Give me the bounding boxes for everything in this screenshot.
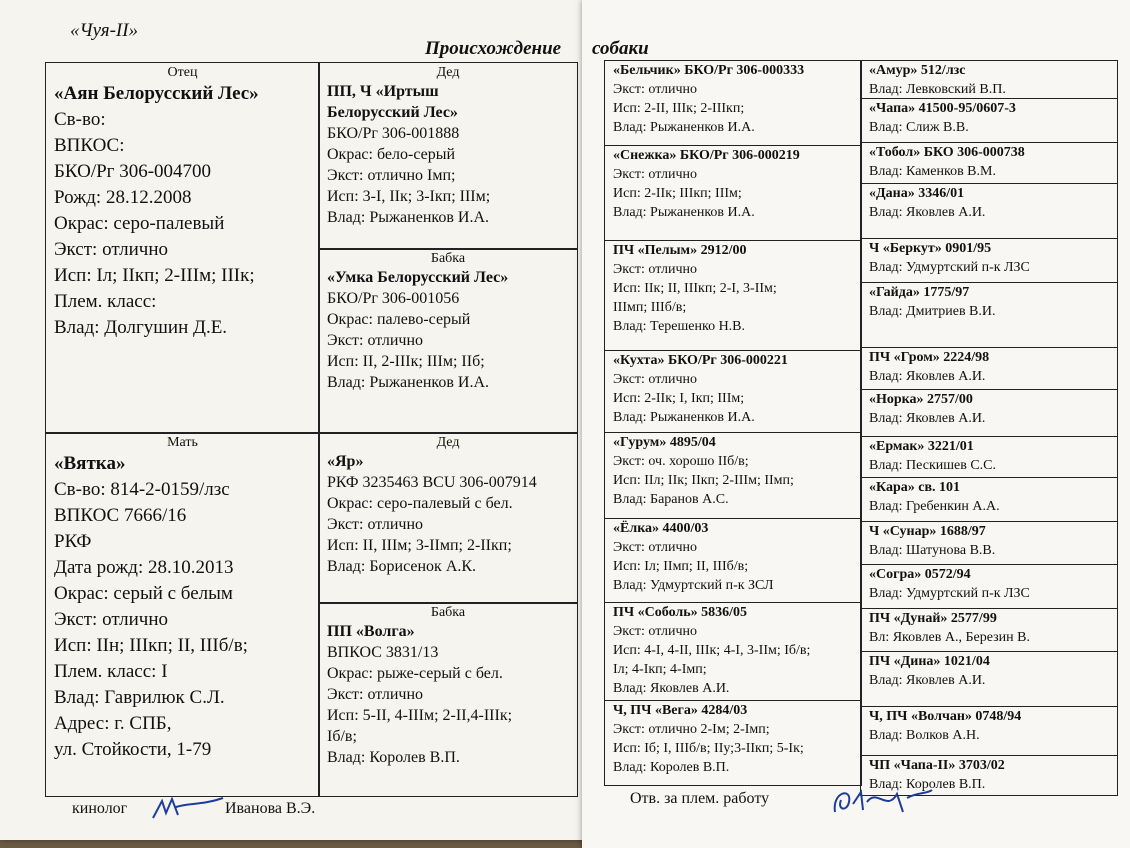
great-great-grandparent-line: Влад: Яковлев А.И. [869,673,986,688]
mother-line: Окрас: серый с белым [54,583,233,604]
great-great-grandparent-cell [860,389,1118,437]
father-line: Окрас: серо-палевый [54,213,225,234]
great-great-grandparent-line: «Норка» 2757/00 [869,392,973,407]
great-grandparent-cell [604,432,862,519]
great-great-grandparent-line: Влад: Яковлев А.И. [869,369,986,384]
great-grandparent-line: Исп: IIл; IIк; IIкп; 2-IIIм; IIмп; [613,473,794,488]
cynologist-label: кинолог [72,800,128,817]
father-line: Исп: Iл; IIкп; 2-IIIм; IIIк; [54,265,255,286]
great-grandparent-line: Ч, ПЧ «Вега» 4284/03 [613,703,748,718]
mother-line: Экст: отлично [54,609,169,630]
great-great-grandparent-line: Влад: Волков А.Н. [869,728,980,743]
mf-line: Окрас: серо-палевый с бел. [327,495,513,512]
ff-line: ПП, Ч «Иртыш [327,83,439,100]
great-great-grandparent-cell [860,706,1118,756]
right-page [582,0,1130,848]
great-great-grandparent-cell [860,651,1118,707]
fm-line: «Умка Белорусский Лес» [327,269,509,286]
father-info [54,81,311,341]
great-great-grandparent-line: «Чапа» 41500-95/0607-3 [869,101,1016,116]
great-great-grandparent-cell [860,564,1118,609]
ff-line: Белорусский Лес» [327,104,458,121]
father-line: Плем. класс: [54,291,157,312]
great-grandparent-line: Влад: Рыжаненков И.А. [613,205,755,220]
paternal-grandmother-header: Бабка [430,251,466,266]
mother-line: Плем. класс: I [54,661,168,682]
ff-line: БКО/Рг 306-001888 [327,125,460,142]
father-line: Св-во: [54,109,106,130]
ff-line: Окрас: бело-серый [327,146,456,163]
mother-line: ВПКОС 7666/16 [54,505,187,526]
great-great-grandparent-line: Влад: Левковский В.П. [869,82,1006,97]
great-grandparent-line: Экст: отлично [613,372,698,387]
maternal-grandmother-cell [318,602,578,797]
great-great-grandparent-line: «Ермак» 3221/01 [869,439,974,454]
mother-line: «Вятка» [54,453,126,474]
fm-line: Исп: II, 2-IIIк; IIIм; IIб; [327,353,485,370]
great-grandparent-line: Исп: 2-II, IIIк; 2-IIIкп; [613,101,745,116]
great-great-grandparent-line: «Тобол» БКО 306-000738 [869,145,1025,160]
great-great-grandparent-cell [860,436,1118,478]
great-great-grandparent-line: Влад: Слиж В.В. [869,120,969,135]
great-grandparent-line: IIIмп; IIIб/в; [613,300,687,315]
mother-line: Адрес: г. СПБ, [54,713,172,734]
mm-line: ПП «Волга» [327,623,415,640]
great-grandparent-cell [604,518,862,603]
father-line: ВПКОС: [54,135,125,156]
father-line: «Аян Белорусский Лес» [54,83,259,104]
ff-line: Экст: отлично Iмп; [327,167,456,184]
fm-line: Экст: отлично [327,332,424,349]
great-great-grandparent-line: «Дана» 3346/01 [869,186,965,201]
mother-line: Дата рожд: 28.10.2013 [54,557,234,578]
mother-line: ул. Стойкости, 1-79 [54,739,212,760]
great-great-grandparent-cell [860,608,1118,652]
great-grandparent-line: Экст: отлично [613,262,698,277]
great-great-grandparent-line: Влад: Пескишев С.С. [869,458,997,473]
great-great-grandparent-cell [860,347,1118,390]
great-grandparent-line: Влад: Рыжаненков И.А. [613,120,755,135]
cynologist-signature [148,793,228,823]
mm-line: Влад: Королев В.П. [327,749,460,766]
great-great-grandparent-line: Ч «Беркут» 0901/95 [869,241,992,256]
mother-line: Влад: Гаврилюк С.Л. [54,687,225,708]
great-great-grandparent-line: Влад: Удмуртский п-к ЛЗС [869,586,1030,601]
document-title-continued: собаки [592,38,649,59]
father-line: Влад: Долгушин Д.Е. [54,317,228,338]
paternal-grandfather-header: Дед [436,65,460,80]
mf-line: «Яр» [327,453,364,470]
kennel-name: «Чуя-II» [70,20,139,41]
maternal-grandfather-header: Дед [436,435,460,450]
great-grandparent-cell [604,602,862,701]
great-grandparent-line: Исп: Iл; IIмп; II, IIIб/в; [613,559,749,574]
great-great-grandparent-cell [860,521,1118,565]
mf-line: РКФ 3235463 BCU 306-007914 [327,474,537,491]
great-great-grandparent-line: ПЧ «Дунай» 2577/99 [869,611,997,626]
great-great-grandparent-cell [860,282,1118,348]
maternal-grandfather-cell [318,432,578,604]
great-great-grandparent-cell [860,477,1118,522]
great-grandparent-line: Экст: отлично [613,624,698,639]
great-great-grandparent-line: «Амур» 512/лзс [869,63,966,78]
father-line: Рожд: 28.12.2008 [54,187,192,208]
great-grandparent-cell [604,60,862,146]
paternal-grandfather-info [327,81,569,228]
great-great-grandparent-line: ПЧ «Гром» 2224/98 [869,350,990,365]
great-grandparent-line: ПЧ «Соболь» 5836/05 [613,605,748,620]
breeding-responsible-label: Отв. за плем. работу [630,790,770,807]
mf-line: Влад: Борисенок А.К. [327,558,477,575]
ff-line: Влад: Рыжаненков И.А. [327,209,489,226]
maternal-grandmother-header: Бабка [430,605,466,620]
great-grandparent-line: Влад: Терешенко Н.В. [613,319,746,334]
mf-line: Экст: отлично [327,516,424,533]
mother-line: РКФ [54,531,92,552]
great-grandparent-line: Исп: Iб; I, IIIб/в; IIу;3-IIкп; 5-Iк; [613,741,804,756]
great-grandparent-line: Экст: отлично [613,540,698,555]
great-great-grandparent-line: Влад: Яковлев А.И. [869,205,986,220]
father-header: Отец [167,65,198,80]
great-grandparent-line: Экст: отлично [613,82,698,97]
fm-line: Окрас: палево-серый [327,311,471,328]
paternal-grandmother-info [327,267,569,393]
great-great-grandparent-line: Влад: Удмуртский п-к ЛЗС [869,260,1030,275]
mm-line: Исп: 5-II, 4-IIIм; 2-II,4-IIIк; [327,707,513,724]
mm-line: Экст: отлично [327,686,424,703]
great-grandparent-line: Исп: 4-I, 4-II, IIIк; 4-I, 3-IIм; Iб/в; [613,643,811,658]
ff-line: Исп: 3-I, IIк; 3-Iкп; IIIм; [327,188,491,205]
mother-line: Исп: IIн; IIIкп; II, IIIб/в; [54,635,248,656]
mm-line: ВПКОС 3831/13 [327,644,439,661]
great-great-grandparent-line: Вл: Яковлев А., Березин В. [869,630,1030,645]
great-great-grandparent-line: Влад: Дмитриев В.И. [869,304,996,319]
great-grandparent-line: Влад: Рыжаненков И.А. [613,410,755,425]
mother-cell [45,432,320,797]
great-grandparent-line: «Кухта» БКО/Рг 306-000221 [613,353,788,368]
great-great-grandparent-line: Влад: Гребенкин А.А. [869,499,1000,514]
great-great-grandparent-line: Влад: Королев В.П. [869,777,986,792]
maternal-grandfather-info [327,451,569,577]
mm-line: Окрас: рыже-серый с бел. [327,665,503,682]
great-great-grandparent-line: «Согра» 0572/94 [869,567,971,582]
great-great-grandparent-line: Влад: Яковлев А.И. [869,411,986,426]
great-grandparent-line: Исп: 2-IIк; IIIкп; IIIм; [613,186,742,201]
great-great-grandparent-line: Ч «Сунар» 1688/97 [869,524,986,539]
great-grandparent-line: ПЧ «Пелым» 2912/00 [613,243,747,258]
great-great-grandparent-cell [860,183,1118,239]
great-grandparent-line: Экст: отлично 2-Iм; 2-Iмп; [613,722,770,737]
great-grandparent-line: Экст: отлично [613,167,698,182]
document-title: Происхождение [425,38,562,59]
paternal-grandfather-cell [318,62,578,250]
great-great-grandparent-cell [860,238,1118,283]
father-line: Экст: отлично [54,239,169,260]
great-grandparent-cell [604,350,862,433]
great-grandparent-line: Исп: IIк; II, IIIкп; 2-I, 3-IIм; [613,281,777,296]
great-great-grandparent-line: «Гайда» 1775/97 [869,285,970,300]
great-great-grandparent-cell [860,98,1118,143]
mother-line: Св-во: 814-2-0159/лзс [54,479,230,500]
great-grandparent-cell [604,700,862,786]
great-great-grandparent-line: ПЧ «Дина» 1021/04 [869,654,990,669]
great-great-grandparent-line: ЧП «Чапа-II» 3703/02 [869,758,1005,773]
great-grandparent-line: Экст: оч. хорошо IIб/в; [613,454,749,469]
great-grandparent-line: Влад: Яковлев А.И. [613,681,730,696]
great-grandparent-line: Влад: Баранов А.С. [613,492,729,507]
great-grandparent-cell [604,145,862,241]
great-grandparent-cell [604,240,862,351]
fm-line: БКО/Рг 306-001056 [327,290,460,307]
great-grandparent-line: «Бельчик» БКО/Рг 306-000333 [613,63,805,78]
great-grandparent-line: «Ёлка» 4400/03 [613,521,709,536]
great-great-grandparent-cell [860,60,1118,99]
great-grandparent-line: Влад: Удмуртский п-к ЗСЛ [613,578,774,593]
cynologist-name: Иванова В.Э. [225,800,316,817]
great-grandparent-line: Влад: Королев В.П. [613,760,730,775]
breeding-signature [827,782,937,822]
great-great-grandparent-line: «Кара» св. 101 [869,480,961,495]
mother-info [54,451,311,763]
father-cell [45,62,320,434]
great-great-grandparent-line: Ч, ПЧ «Волчан» 0748/94 [869,709,1022,724]
great-grandparent-line: «Гурум» 4895/04 [613,435,716,450]
great-great-grandparent-cell [860,142,1118,184]
great-great-grandparent-line: Влад: Шатунова В.В. [869,543,996,558]
mm-line: Iб/в; [327,728,357,745]
fm-line: Влад: Рыжаненков И.А. [327,374,489,391]
mf-line: Исп: II, IIIм; 3-IIмп; 2-IIкп; [327,537,512,554]
maternal-grandmother-info [327,621,569,768]
great-great-grandparent-line: Влад: Каменков В.М. [869,164,996,179]
paternal-grandmother-cell [318,248,578,434]
great-grandparent-line: Iл; 4-Iкп; 4-Iмп; [613,662,707,677]
mother-header: Мать [167,435,198,450]
great-grandparent-line: Исп: 2-IIк; I, Iкп; IIIм; [613,391,745,406]
father-line: БКО/Рг 306-004700 [54,161,212,182]
great-grandparent-line: «Снежка» БКО/Рг 306-000219 [613,148,800,163]
